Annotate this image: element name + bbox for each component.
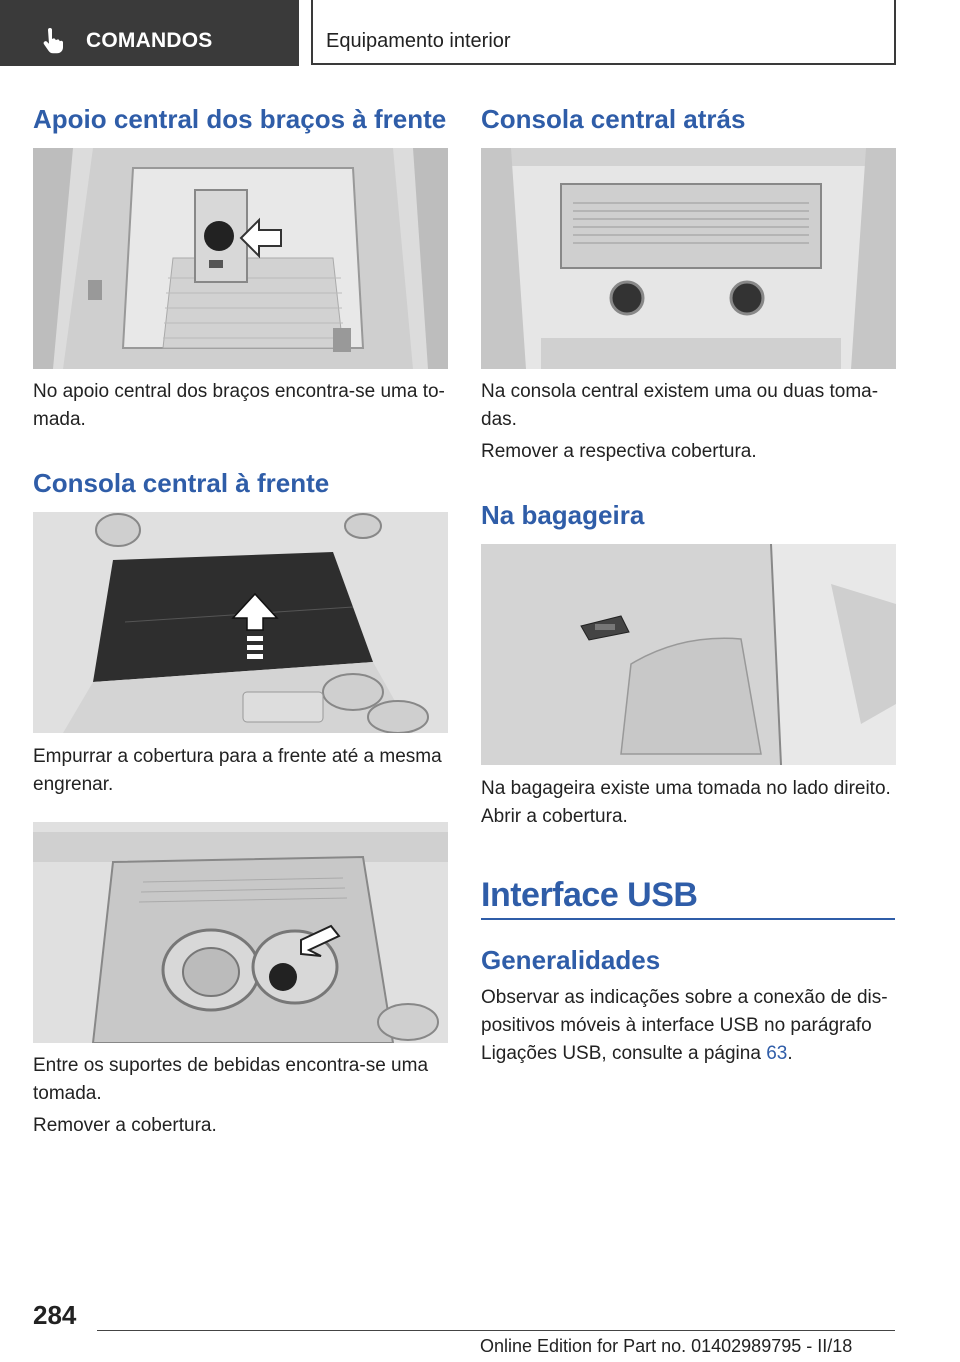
footer-rule: [97, 1330, 895, 1331]
chapter-title: Equipamento interior: [326, 30, 511, 52]
text-usb-ref-suffix: .: [787, 1043, 793, 1064]
page-header: [0, 0, 960, 66]
figure-armrest-socket: [33, 148, 448, 369]
figure-luggage-socket: [481, 544, 896, 765]
text-armrest-line2: mada.: [33, 409, 86, 430]
text-usb-line2: positivos móveis à interface USB no parágrafo: [481, 1015, 872, 1036]
figure-cupholder-socket: [33, 822, 448, 1043]
hand-pointer-icon: [38, 27, 66, 55]
text-remove-cover: Remover a cobertura.: [33, 1115, 217, 1136]
page-link-63[interactable]: 63: [766, 1043, 788, 1064]
chapter-box: [311, 0, 896, 65]
text-console-line1: Empurrar a cobertura para a frente até a mesma: [33, 746, 442, 767]
heading-luggage: Na bagageira: [481, 500, 645, 530]
heading-general: Generalidades: [481, 945, 661, 975]
figure-rear-console: [481, 148, 896, 369]
text-cupholder-line2: tomada.: [33, 1083, 102, 1104]
text-usb-ref-prefix: Ligações USB, consulte a página: [481, 1043, 767, 1064]
heading-rear-console: Consola central atrás: [481, 104, 746, 134]
figure-console-cover: [33, 512, 448, 733]
heading-front-console: Consola central à frente: [33, 468, 330, 498]
text-luggage-line1: Na bagageira existe uma tomada no lado direito.: [481, 778, 891, 799]
heading-rule: [481, 918, 895, 920]
section-tab: [0, 0, 299, 66]
section-title: COMANDOS: [86, 29, 213, 52]
text-armrest-line1: No apoio central dos braços encontra-se uma to-: [33, 381, 445, 402]
text-cupholder-line1: Entre os suportes de bebidas encontra-se uma: [33, 1055, 429, 1076]
heading-usb-interface: Interface USB: [481, 876, 698, 914]
heading-front-armrest: Apoio central dos braços à frente: [33, 104, 447, 134]
text-usb-line1: Observar as indicações sobre a conexão de dis-: [481, 987, 888, 1008]
text-console-line2: engrenar.: [33, 774, 114, 795]
text-usb-line3: [481, 1040, 793, 1068]
text-rear-line2: das.: [481, 409, 517, 430]
page-number: 284: [33, 1300, 77, 1330]
edition-footer: Online Edition for Part no. 01402989795 - II/18: [480, 1336, 853, 1356]
text-remove-respective-cover: Remover a respectiva cobertura.: [481, 441, 757, 462]
text-open-cover: Abrir a cobertura.: [481, 806, 628, 827]
text-rear-line1: Na consola central existem uma ou duas toma-: [481, 381, 879, 402]
